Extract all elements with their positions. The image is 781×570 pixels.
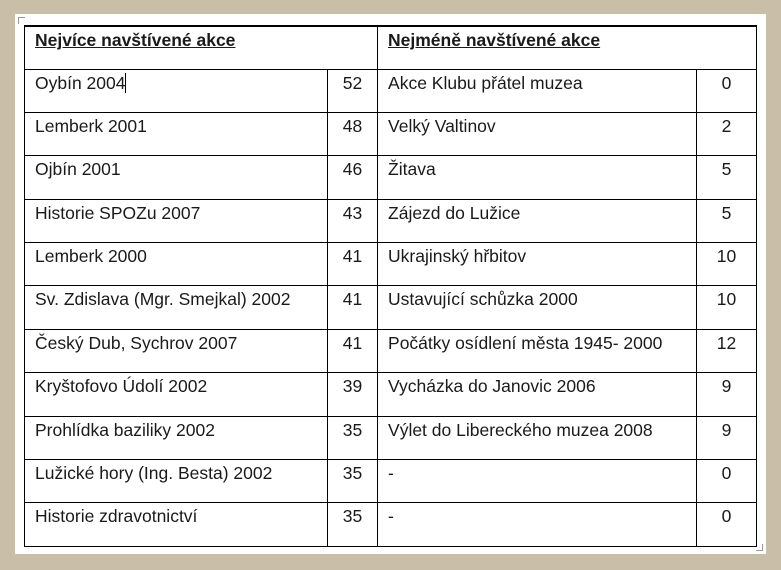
page-corner-marker [18,17,25,24]
most-visited-count-cell[interactable]: 39 [328,373,378,416]
most-visited-event-cell[interactable]: Lužické hory (Ing. Besta) 2002 [25,460,328,503]
table-row [25,112,757,155]
most-visited-event-cell[interactable]: Kryštofovo Údolí 2002 [25,373,328,416]
table-row [25,373,757,416]
most-visited-event-cell[interactable]: Sv. Zdislava (Mgr. Smejkal) 2002 [25,286,328,329]
least-visited-count-cell[interactable]: 0 [697,503,757,546]
most-visited-event-cell[interactable]: Český Dub, Sychrov 2007 [25,329,328,372]
least-visited-count-cell[interactable]: 12 [697,329,757,372]
most-visited-count-cell[interactable]: 46 [328,156,378,199]
table-row [25,69,757,112]
most-visited-event-cell[interactable]: Oybín 2004 [25,69,328,112]
least-visited-count-cell[interactable]: 9 [697,416,757,459]
least-visited-event-cell[interactable]: Žitava [378,156,697,199]
most-visited-header[interactable]: Nejvíce navštívené akce [25,26,378,69]
most-visited-event-cell[interactable]: Lemberk 2001 [25,112,328,155]
most-visited-count-cell[interactable]: 41 [328,243,378,286]
table-row [25,243,757,286]
least-visited-count-cell[interactable]: 5 [697,199,757,242]
text-cursor [125,73,126,93]
least-visited-count-cell[interactable]: 0 [697,460,757,503]
most-visited-event-cell[interactable]: Lemberk 2000 [25,243,328,286]
least-visited-event-cell[interactable]: Vycházka do Janovic 2006 [378,373,697,416]
least-visited-event-cell[interactable]: Ukrajinský hřbitov [378,243,697,286]
least-visited-event-cell[interactable]: Velký Valtinov [378,112,697,155]
least-visited-count-cell[interactable]: 9 [697,373,757,416]
table-row [25,329,757,372]
least-visited-count-cell[interactable]: 10 [697,286,757,329]
most-visited-count-cell[interactable]: 41 [328,329,378,372]
page-corner-marker [756,544,763,551]
table-row [25,503,757,546]
table-row [25,416,757,459]
least-visited-header[interactable]: Nejméně navštívené akce [378,26,757,69]
most-visited-count-cell[interactable]: 43 [328,199,378,242]
events-table [24,25,757,547]
most-visited-event-cell[interactable]: Historie SPOZu 2007 [25,199,328,242]
table-header-row [25,26,757,69]
least-visited-count-cell[interactable]: 5 [697,156,757,199]
most-visited-count-cell[interactable]: 35 [328,503,378,546]
table-row [25,286,757,329]
least-visited-event-cell[interactable]: Zájezd do Lužice [378,199,697,242]
most-visited-count-cell[interactable]: 48 [328,112,378,155]
document-page [15,14,766,554]
table-row [25,460,757,503]
table-row [25,156,757,199]
most-visited-event-cell[interactable]: Ojbín 2001 [25,156,328,199]
most-visited-event-cell[interactable]: Historie zdravotnictví [25,503,328,546]
most-visited-count-cell[interactable]: 35 [328,416,378,459]
table-row [25,199,757,242]
least-visited-count-cell[interactable]: 0 [697,69,757,112]
least-visited-event-cell[interactable]: Ustavující schůzka 2000 [378,286,697,329]
least-visited-count-cell[interactable]: 2 [697,112,757,155]
least-visited-event-cell[interactable]: - [378,503,697,546]
most-visited-count-cell[interactable]: 41 [328,286,378,329]
most-visited-event-cell[interactable]: Prohlídka baziliky 2002 [25,416,328,459]
most-visited-count-cell[interactable]: 35 [328,460,378,503]
most-visited-count-cell[interactable]: 52 [328,69,378,112]
least-visited-event-cell[interactable]: Počátky osídlení města 1945- 2000 [378,329,697,372]
least-visited-event-cell[interactable]: Akce Klubu přátel muzea [378,69,697,112]
least-visited-count-cell[interactable]: 10 [697,243,757,286]
least-visited-event-cell[interactable]: Výlet do Libereckého muzea 2008 [378,416,697,459]
least-visited-event-cell[interactable]: - [378,460,697,503]
